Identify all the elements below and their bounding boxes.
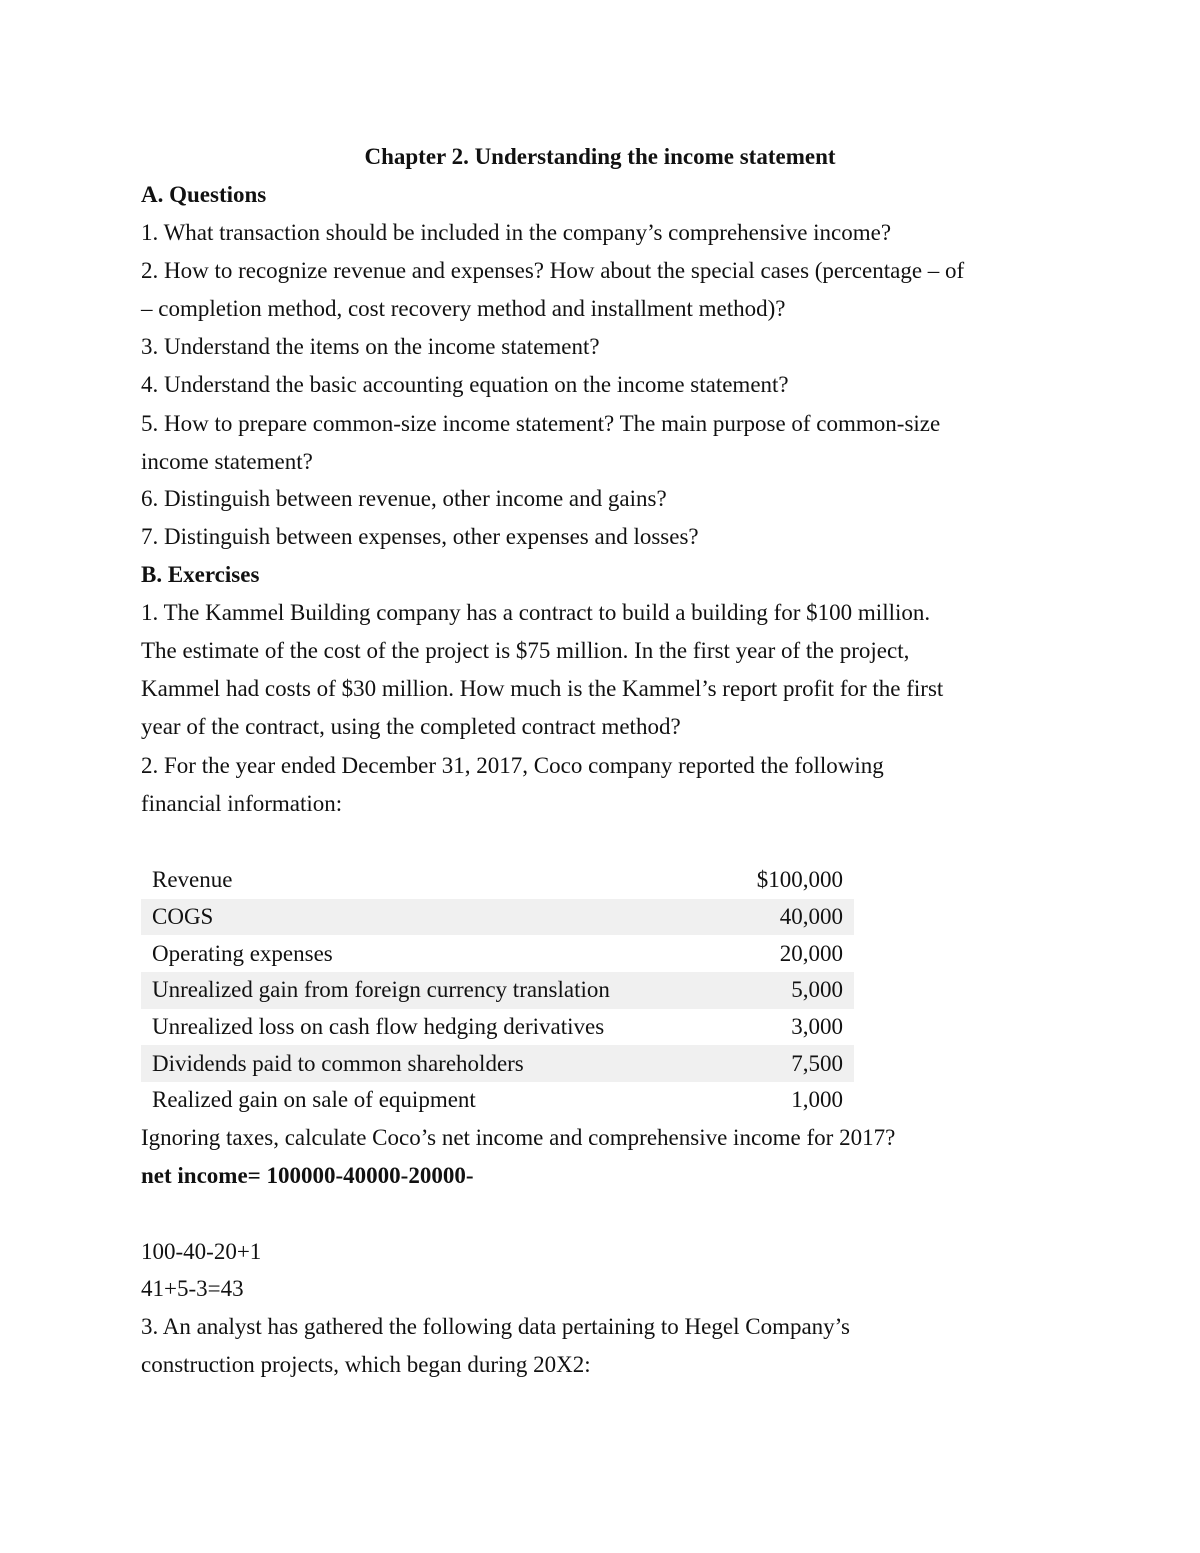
table-row <box>141 862 854 899</box>
row-label: Realized gain on sale of equipment <box>152 1087 476 1113</box>
question-6: 6. Distinguish between revenue, other income and gains? <box>141 486 667 511</box>
question-3: 3. Understand the items on the income statement? <box>141 334 600 359</box>
row-amount: 20,000 <box>779 940 843 966</box>
exercise-1-line-2: The estimate of the cost of the project is $75 million. In the first year of the project, <box>141 638 910 663</box>
question-7: 7. Distinguish between expenses, other expenses and losses? <box>141 524 699 549</box>
table-row <box>141 935 854 972</box>
section-b-heading: B. Exercises <box>141 562 260 587</box>
net-income-answer: net income= 100000-40000-20000- <box>141 1163 474 1188</box>
question-1: 1. What transaction should be included in the company’s comprehensive income? <box>141 220 892 245</box>
exercise-1-line-3: Kammel had costs of $30 million. How much is the Kammel’s report profit for the first <box>141 676 944 701</box>
table-row <box>141 899 854 936</box>
exercise-3-line-1: 3. An analyst has gathered the following data pertaining to Hegel Company’s <box>141 1314 851 1339</box>
row-label: Dividends paid to common shareholders <box>141 1045 672 1082</box>
financial-info-table <box>141 862 854 1119</box>
table-row <box>141 972 854 1009</box>
section-a-heading: A. Questions <box>141 182 267 207</box>
question-2-line-1: 2. How to recognize revenue and expenses? How about the special cases (percentage – of <box>141 258 965 283</box>
row-amount: 40,000 <box>672 899 854 936</box>
row-label: Unrealized loss on cash flow hedging derivatives <box>152 1014 605 1040</box>
question-5-line-2: income statement? <box>141 449 313 474</box>
exercise-1-line-4: year of the contract, using the completed contract method? <box>141 714 681 739</box>
table-row <box>141 1082 854 1119</box>
row-amount: $100,000 <box>756 867 843 893</box>
question-4: 4. Understand the basic accounting equation on the income statement? <box>141 372 789 397</box>
table-row <box>141 1009 854 1046</box>
row-amount: 5,000 <box>672 972 854 1009</box>
calculation-line-2: 41+5-3=43 <box>141 1276 244 1301</box>
exercise-2-line-1: 2. For the year ended December 31, 2017, Coco company reported the following <box>141 753 884 778</box>
question-2-line-2: – completion method, cost recovery method and installment method)? <box>141 296 786 321</box>
row-label: Unrealized gain from foreign currency translation <box>141 972 672 1009</box>
question-5-line-1: 5. How to prepare common-size income statement? The main purpose of common-size <box>141 411 941 436</box>
calculation-line-1: 100-40-20+1 <box>141 1239 262 1264</box>
row-amount: 1,000 <box>791 1087 843 1113</box>
row-label: Operating expenses <box>152 940 333 966</box>
exercise-3-line-2: construction projects, which began during 20X2: <box>141 1352 591 1377</box>
table-row <box>141 1045 854 1082</box>
row-amount: 3,000 <box>791 1014 843 1040</box>
chapter-title: Chapter 2. Understanding the income statement <box>364 144 836 169</box>
exercise-2-line-2: financial information: <box>141 791 343 816</box>
row-label: Revenue <box>152 867 233 893</box>
row-amount: 7,500 <box>672 1045 854 1082</box>
row-label: COGS <box>141 899 672 936</box>
exercise-1-line-1: 1. The Kammel Building company has a contract to build a building for $100 million. <box>141 600 931 625</box>
exercise-2-question: Ignoring taxes, calculate Coco’s net income and comprehensive income for 2017? <box>141 1125 896 1150</box>
